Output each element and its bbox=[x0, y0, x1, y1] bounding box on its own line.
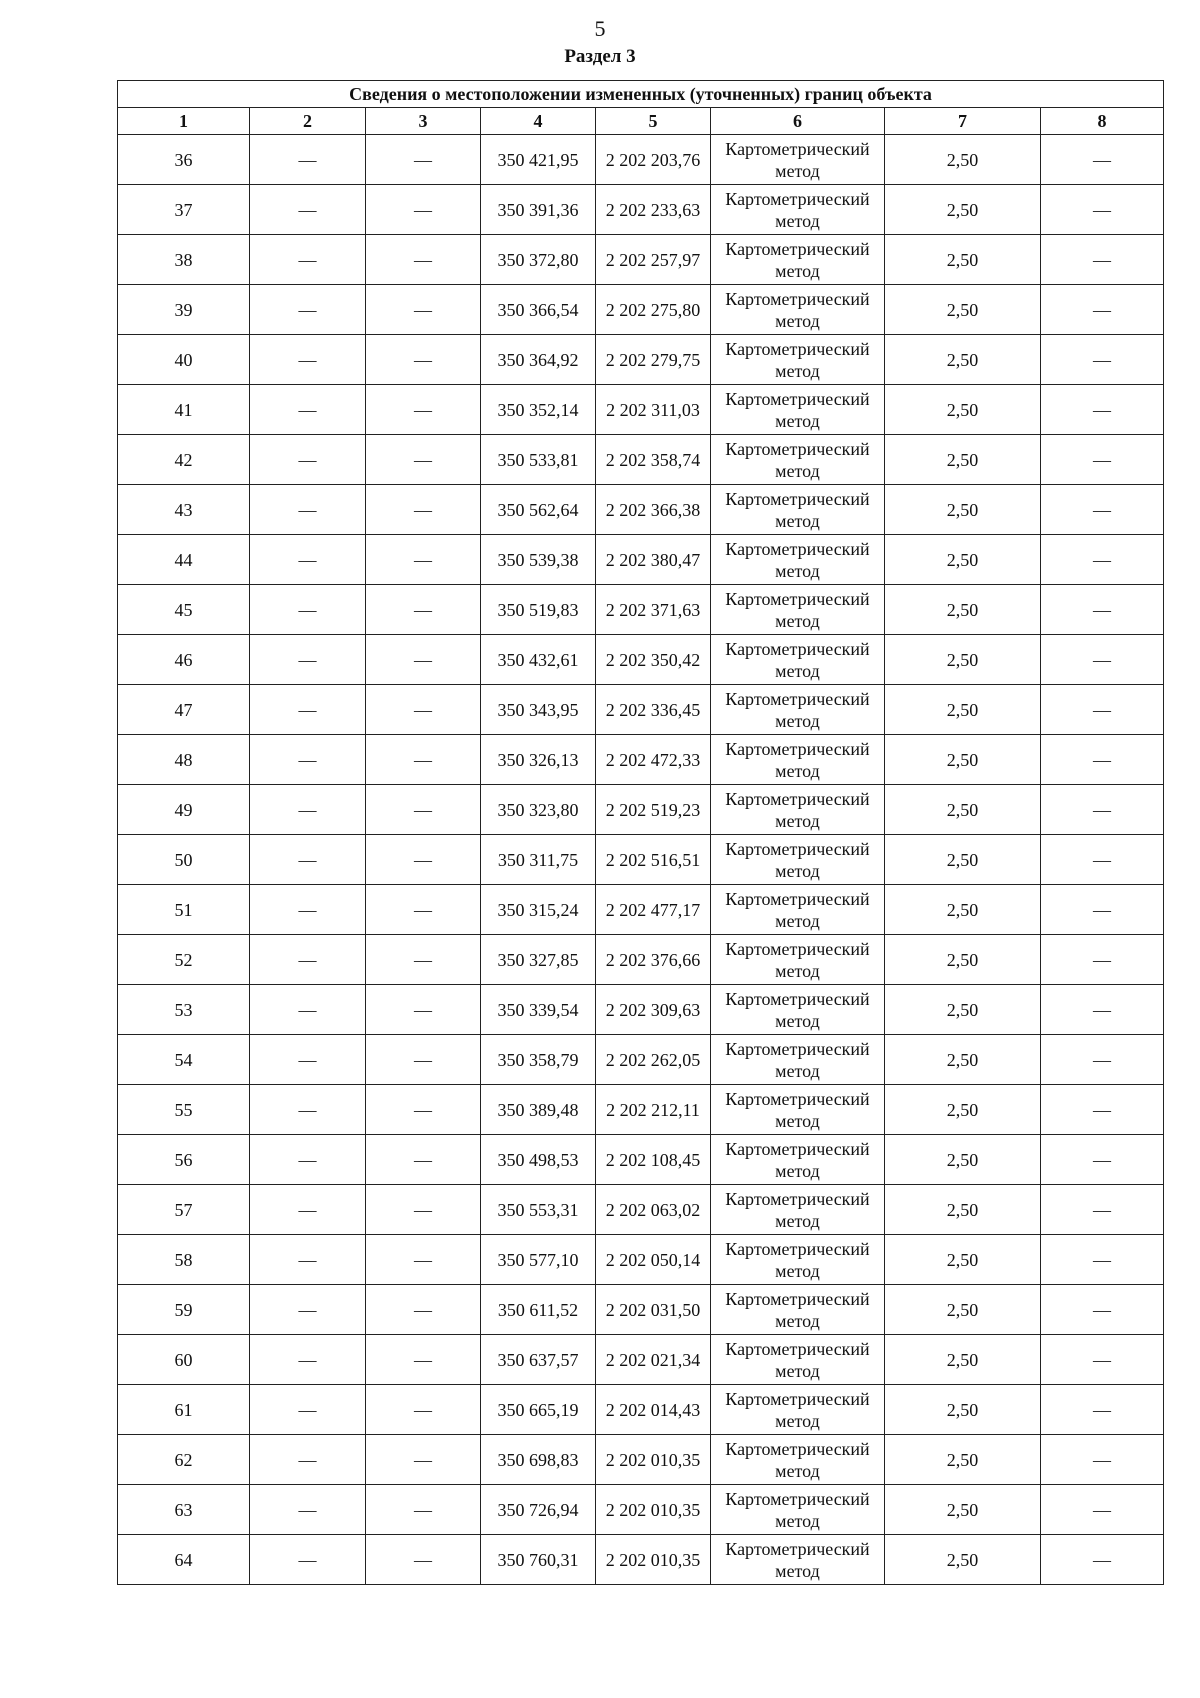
point-number-cell: 37 bbox=[118, 185, 250, 235]
section-title: Раздел 3 bbox=[564, 46, 636, 67]
y-coordinate-cell: 2 202 380,47 bbox=[596, 535, 711, 585]
column-2-cell: — bbox=[250, 685, 366, 735]
column-2-cell: — bbox=[250, 135, 366, 185]
accuracy-cell: 2,50 bbox=[885, 285, 1041, 335]
accuracy-cell: 2,50 bbox=[885, 135, 1041, 185]
point-number-cell: 43 bbox=[118, 485, 250, 535]
point-number-cell: 64 bbox=[118, 1535, 250, 1585]
column-3-cell: — bbox=[366, 885, 481, 935]
column-8-cell: — bbox=[1041, 185, 1164, 235]
point-number-cell: 41 bbox=[118, 385, 250, 435]
point-number-cell: 62 bbox=[118, 1435, 250, 1485]
accuracy-cell: 2,50 bbox=[885, 1435, 1041, 1485]
point-number-cell: 44 bbox=[118, 535, 250, 585]
method-cell: Картометрический метод bbox=[711, 1085, 885, 1135]
y-coordinate-cell: 2 202 021,34 bbox=[596, 1335, 711, 1385]
table-row bbox=[118, 735, 1164, 785]
accuracy-cell: 2,50 bbox=[885, 835, 1041, 885]
column-3-cell: — bbox=[366, 435, 481, 485]
x-coordinate-cell: 350 760,31 bbox=[481, 1535, 596, 1585]
column-8-cell: — bbox=[1041, 335, 1164, 385]
point-number-cell: 49 bbox=[118, 785, 250, 835]
accuracy-cell: 2,50 bbox=[885, 1485, 1041, 1535]
x-coordinate-cell: 350 553,31 bbox=[481, 1185, 596, 1235]
x-coordinate-cell: 350 665,19 bbox=[481, 1385, 596, 1435]
column-2-cell: — bbox=[250, 435, 366, 485]
method-cell: Картометрический метод bbox=[711, 285, 885, 335]
accuracy-cell: 2,50 bbox=[885, 1285, 1041, 1335]
table-caption-row bbox=[118, 81, 1164, 108]
method-cell: Картометрический метод bbox=[711, 1485, 885, 1535]
column-8-cell: — bbox=[1041, 1085, 1164, 1135]
table-row bbox=[118, 835, 1164, 885]
accuracy-cell: 2,50 bbox=[885, 735, 1041, 785]
y-coordinate-cell: 2 202 519,23 bbox=[596, 785, 711, 835]
point-number-cell: 58 bbox=[118, 1235, 250, 1285]
accuracy-cell: 2,50 bbox=[885, 1185, 1041, 1235]
x-coordinate-cell: 350 391,36 bbox=[481, 185, 596, 235]
column-2-cell: — bbox=[250, 335, 366, 385]
method-cell: Картометрический метод bbox=[711, 385, 885, 435]
column-8-cell: — bbox=[1041, 935, 1164, 985]
method-cell: Картометрический метод bbox=[711, 185, 885, 235]
column-8-cell: — bbox=[1041, 235, 1164, 285]
x-coordinate-cell: 350 311,75 bbox=[481, 835, 596, 885]
point-number-cell: 55 bbox=[118, 1085, 250, 1135]
x-coordinate-cell: 350 498,53 bbox=[481, 1135, 596, 1185]
x-coordinate-cell: 350 364,92 bbox=[481, 335, 596, 385]
y-coordinate-cell: 2 202 275,80 bbox=[596, 285, 711, 335]
point-number-cell: 61 bbox=[118, 1385, 250, 1435]
column-3-cell: — bbox=[366, 1085, 481, 1135]
column-header: 7 bbox=[885, 108, 1041, 135]
x-coordinate-cell: 350 726,94 bbox=[481, 1485, 596, 1535]
x-coordinate-cell: 350 533,81 bbox=[481, 435, 596, 485]
table-row bbox=[118, 335, 1164, 385]
table-body bbox=[118, 135, 1164, 1585]
method-cell: Картометрический метод bbox=[711, 585, 885, 635]
method-cell: Картометрический метод bbox=[711, 1185, 885, 1235]
table-row bbox=[118, 1035, 1164, 1085]
accuracy-cell: 2,50 bbox=[885, 785, 1041, 835]
method-cell: Картометрический метод bbox=[711, 1335, 885, 1385]
column-2-cell: — bbox=[250, 1185, 366, 1235]
column-8-cell: — bbox=[1041, 1535, 1164, 1585]
y-coordinate-cell: 2 202 203,76 bbox=[596, 135, 711, 185]
column-3-cell: — bbox=[366, 535, 481, 585]
method-cell: Картометрический метод bbox=[711, 235, 885, 285]
accuracy-cell: 2,50 bbox=[885, 485, 1041, 535]
accuracy-cell: 2,50 bbox=[885, 335, 1041, 385]
column-3-cell: — bbox=[366, 185, 481, 235]
column-2-cell: — bbox=[250, 935, 366, 985]
y-coordinate-cell: 2 202 262,05 bbox=[596, 1035, 711, 1085]
table-row bbox=[118, 135, 1164, 185]
table-row bbox=[118, 785, 1164, 835]
x-coordinate-cell: 350 611,52 bbox=[481, 1285, 596, 1335]
column-8-cell: — bbox=[1041, 735, 1164, 785]
x-coordinate-cell: 350 562,64 bbox=[481, 485, 596, 535]
accuracy-cell: 2,50 bbox=[885, 685, 1041, 735]
table-row bbox=[118, 685, 1164, 735]
y-coordinate-cell: 2 202 376,66 bbox=[596, 935, 711, 985]
method-cell: Картометрический метод bbox=[711, 1135, 885, 1185]
y-coordinate-cell: 2 202 257,97 bbox=[596, 235, 711, 285]
column-3-cell: — bbox=[366, 785, 481, 835]
column-8-cell: — bbox=[1041, 1185, 1164, 1235]
x-coordinate-cell: 350 358,79 bbox=[481, 1035, 596, 1085]
x-coordinate-cell: 350 366,54 bbox=[481, 285, 596, 335]
y-coordinate-cell: 2 202 336,45 bbox=[596, 685, 711, 735]
point-number-cell: 56 bbox=[118, 1135, 250, 1185]
column-2-cell: — bbox=[250, 1085, 366, 1135]
y-coordinate-cell: 2 202 516,51 bbox=[596, 835, 711, 885]
point-number-cell: 38 bbox=[118, 235, 250, 285]
table-caption: Сведения о местоположении измененных (уточненных) границ объекта bbox=[118, 81, 1164, 108]
column-3-cell: — bbox=[366, 1485, 481, 1535]
column-2-cell: — bbox=[250, 535, 366, 585]
column-8-cell: — bbox=[1041, 1335, 1164, 1385]
column-3-cell: — bbox=[366, 835, 481, 885]
table-row bbox=[118, 535, 1164, 585]
x-coordinate-cell: 350 339,54 bbox=[481, 985, 596, 1035]
table-row bbox=[118, 635, 1164, 685]
method-cell: Картометрический метод bbox=[711, 1535, 885, 1585]
x-coordinate-cell: 350 519,83 bbox=[481, 585, 596, 635]
y-coordinate-cell: 2 202 233,63 bbox=[596, 185, 711, 235]
column-3-cell: — bbox=[366, 1035, 481, 1085]
accuracy-cell: 2,50 bbox=[885, 385, 1041, 435]
y-coordinate-cell: 2 202 031,50 bbox=[596, 1285, 711, 1335]
method-cell: Картометрический метод bbox=[711, 835, 885, 885]
accuracy-cell: 2,50 bbox=[885, 535, 1041, 585]
method-cell: Картометрический метод bbox=[711, 935, 885, 985]
column-8-cell: — bbox=[1041, 835, 1164, 885]
column-header: 6 bbox=[711, 108, 885, 135]
accuracy-cell: 2,50 bbox=[885, 435, 1041, 485]
column-3-cell: — bbox=[366, 1135, 481, 1185]
y-coordinate-cell: 2 202 212,11 bbox=[596, 1085, 711, 1135]
point-number-cell: 50 bbox=[118, 835, 250, 885]
column-2-cell: — bbox=[250, 785, 366, 835]
column-2-cell: — bbox=[250, 885, 366, 935]
column-3-cell: — bbox=[366, 1235, 481, 1285]
column-header: 5 bbox=[596, 108, 711, 135]
column-2-cell: — bbox=[250, 1485, 366, 1535]
column-header: 2 bbox=[250, 108, 366, 135]
column-3-cell: — bbox=[366, 385, 481, 435]
column-3-cell: — bbox=[366, 135, 481, 185]
boundary-coordinates-table bbox=[117, 80, 1164, 1585]
x-coordinate-cell: 350 637,57 bbox=[481, 1335, 596, 1385]
accuracy-cell: 2,50 bbox=[885, 1385, 1041, 1435]
table-row bbox=[118, 1535, 1164, 1585]
column-8-cell: — bbox=[1041, 1035, 1164, 1085]
accuracy-cell: 2,50 bbox=[885, 585, 1041, 635]
column-2-cell: — bbox=[250, 1035, 366, 1085]
column-2-cell: — bbox=[250, 385, 366, 435]
y-coordinate-cell: 2 202 311,03 bbox=[596, 385, 711, 435]
column-2-cell: — bbox=[250, 835, 366, 885]
table-row bbox=[118, 985, 1164, 1035]
y-coordinate-cell: 2 202 108,45 bbox=[596, 1135, 711, 1185]
column-3-cell: — bbox=[366, 685, 481, 735]
accuracy-cell: 2,50 bbox=[885, 1035, 1041, 1085]
table-row bbox=[118, 1235, 1164, 1285]
method-cell: Картометрический метод bbox=[711, 685, 885, 735]
method-cell: Картометрический метод bbox=[711, 1285, 885, 1335]
x-coordinate-cell: 350 577,10 bbox=[481, 1235, 596, 1285]
x-coordinate-cell: 350 327,85 bbox=[481, 935, 596, 985]
x-coordinate-cell: 350 421,95 bbox=[481, 135, 596, 185]
point-number-cell: 53 bbox=[118, 985, 250, 1035]
accuracy-cell: 2,50 bbox=[885, 935, 1041, 985]
point-number-cell: 60 bbox=[118, 1335, 250, 1385]
column-8-cell: — bbox=[1041, 535, 1164, 585]
table-row bbox=[118, 1435, 1164, 1485]
column-2-cell: — bbox=[250, 585, 366, 635]
column-2-cell: — bbox=[250, 985, 366, 1035]
column-3-cell: — bbox=[366, 235, 481, 285]
table-row bbox=[118, 285, 1164, 335]
table-row bbox=[118, 1485, 1164, 1535]
column-2-cell: — bbox=[250, 1135, 366, 1185]
point-number-cell: 39 bbox=[118, 285, 250, 335]
table-row bbox=[118, 435, 1164, 485]
column-3-cell: — bbox=[366, 735, 481, 785]
point-number-cell: 51 bbox=[118, 885, 250, 935]
method-cell: Картометрический метод bbox=[711, 1385, 885, 1435]
column-8-cell: — bbox=[1041, 685, 1164, 735]
table-row bbox=[118, 185, 1164, 235]
point-number-cell: 42 bbox=[118, 435, 250, 485]
y-coordinate-cell: 2 202 014,43 bbox=[596, 1385, 711, 1435]
y-coordinate-cell: 2 202 010,35 bbox=[596, 1485, 711, 1535]
column-header: 8 bbox=[1041, 108, 1164, 135]
column-2-cell: — bbox=[250, 635, 366, 685]
column-3-cell: — bbox=[366, 985, 481, 1035]
accuracy-cell: 2,50 bbox=[885, 1235, 1041, 1285]
method-cell: Картометрический метод bbox=[711, 1035, 885, 1085]
y-coordinate-cell: 2 202 063,02 bbox=[596, 1185, 711, 1235]
x-coordinate-cell: 350 432,61 bbox=[481, 635, 596, 685]
column-8-cell: — bbox=[1041, 1435, 1164, 1485]
table-row bbox=[118, 235, 1164, 285]
column-2-cell: — bbox=[250, 1535, 366, 1585]
point-number-cell: 54 bbox=[118, 1035, 250, 1085]
y-coordinate-cell: 2 202 371,63 bbox=[596, 585, 711, 635]
column-header: 1 bbox=[118, 108, 250, 135]
column-8-cell: — bbox=[1041, 485, 1164, 535]
method-cell: Картометрический метод bbox=[711, 635, 885, 685]
column-8-cell: — bbox=[1041, 635, 1164, 685]
y-coordinate-cell: 2 202 472,33 bbox=[596, 735, 711, 785]
y-coordinate-cell: 2 202 010,35 bbox=[596, 1535, 711, 1585]
method-cell: Картометрический метод bbox=[711, 735, 885, 785]
point-number-cell: 45 bbox=[118, 585, 250, 635]
x-coordinate-cell: 350 539,38 bbox=[481, 535, 596, 585]
accuracy-cell: 2,50 bbox=[885, 885, 1041, 935]
column-header: 3 bbox=[366, 108, 481, 135]
column-2-cell: — bbox=[250, 1235, 366, 1285]
method-cell: Картометрический метод bbox=[711, 1435, 885, 1485]
column-8-cell: — bbox=[1041, 1235, 1164, 1285]
table-row bbox=[118, 585, 1164, 635]
method-cell: Картометрический метод bbox=[711, 1235, 885, 1285]
column-8-cell: — bbox=[1041, 285, 1164, 335]
y-coordinate-cell: 2 202 010,35 bbox=[596, 1435, 711, 1485]
column-2-cell: — bbox=[250, 285, 366, 335]
point-number-cell: 36 bbox=[118, 135, 250, 185]
table-row bbox=[118, 885, 1164, 935]
accuracy-cell: 2,50 bbox=[885, 635, 1041, 685]
y-coordinate-cell: 2 202 050,14 bbox=[596, 1235, 711, 1285]
column-3-cell: — bbox=[366, 1335, 481, 1385]
column-3-cell: — bbox=[366, 1435, 481, 1485]
accuracy-cell: 2,50 bbox=[885, 1135, 1041, 1185]
table-row bbox=[118, 1135, 1164, 1185]
column-2-cell: — bbox=[250, 735, 366, 785]
table-header-row bbox=[118, 108, 1164, 135]
method-cell: Картометрический метод bbox=[711, 135, 885, 185]
column-8-cell: — bbox=[1041, 435, 1164, 485]
method-cell: Картометрический метод bbox=[711, 435, 885, 485]
accuracy-cell: 2,50 bbox=[885, 985, 1041, 1035]
method-cell: Картометрический метод bbox=[711, 885, 885, 935]
accuracy-cell: 2,50 bbox=[885, 185, 1041, 235]
column-3-cell: — bbox=[366, 935, 481, 985]
column-3-cell: — bbox=[366, 1285, 481, 1335]
method-cell: Картометрический метод bbox=[711, 485, 885, 535]
table-row bbox=[118, 385, 1164, 435]
table-row bbox=[118, 1335, 1164, 1385]
x-coordinate-cell: 350 326,13 bbox=[481, 735, 596, 785]
table-row bbox=[118, 935, 1164, 985]
y-coordinate-cell: 2 202 279,75 bbox=[596, 335, 711, 385]
x-coordinate-cell: 350 698,83 bbox=[481, 1435, 596, 1485]
column-8-cell: — bbox=[1041, 1385, 1164, 1435]
column-8-cell: — bbox=[1041, 135, 1164, 185]
y-coordinate-cell: 2 202 477,17 bbox=[596, 885, 711, 935]
column-header: 4 bbox=[481, 108, 596, 135]
table-row bbox=[118, 485, 1164, 535]
point-number-cell: 47 bbox=[118, 685, 250, 735]
column-8-cell: — bbox=[1041, 585, 1164, 635]
table-row bbox=[118, 1285, 1164, 1335]
method-cell: Картометрический метод bbox=[711, 535, 885, 585]
column-3-cell: — bbox=[366, 635, 481, 685]
column-3-cell: — bbox=[366, 1185, 481, 1235]
column-2-cell: — bbox=[250, 235, 366, 285]
y-coordinate-cell: 2 202 309,63 bbox=[596, 985, 711, 1035]
point-number-cell: 63 bbox=[118, 1485, 250, 1535]
column-2-cell: — bbox=[250, 1335, 366, 1385]
accuracy-cell: 2,50 bbox=[885, 1085, 1041, 1135]
x-coordinate-cell: 350 343,95 bbox=[481, 685, 596, 735]
column-2-cell: — bbox=[250, 485, 366, 535]
point-number-cell: 46 bbox=[118, 635, 250, 685]
point-number-cell: 57 bbox=[118, 1185, 250, 1235]
column-3-cell: — bbox=[366, 1535, 481, 1585]
column-8-cell: — bbox=[1041, 1135, 1164, 1185]
method-cell: Картометрический метод bbox=[711, 785, 885, 835]
table-row bbox=[118, 1385, 1164, 1435]
point-number-cell: 40 bbox=[118, 335, 250, 385]
column-8-cell: — bbox=[1041, 785, 1164, 835]
y-coordinate-cell: 2 202 350,42 bbox=[596, 635, 711, 685]
x-coordinate-cell: 350 352,14 bbox=[481, 385, 596, 435]
accuracy-cell: 2,50 bbox=[885, 1335, 1041, 1385]
x-coordinate-cell: 350 315,24 bbox=[481, 885, 596, 935]
method-cell: Картометрический метод bbox=[711, 985, 885, 1035]
column-3-cell: — bbox=[366, 1385, 481, 1435]
column-2-cell: — bbox=[250, 1435, 366, 1485]
column-8-cell: — bbox=[1041, 985, 1164, 1035]
column-8-cell: — bbox=[1041, 1285, 1164, 1335]
method-cell: Картометрический метод bbox=[711, 335, 885, 385]
column-3-cell: — bbox=[366, 335, 481, 385]
table-row bbox=[118, 1185, 1164, 1235]
point-number-cell: 59 bbox=[118, 1285, 250, 1335]
column-2-cell: — bbox=[250, 1385, 366, 1435]
accuracy-cell: 2,50 bbox=[885, 1535, 1041, 1585]
x-coordinate-cell: 350 323,80 bbox=[481, 785, 596, 835]
page-number: 5 bbox=[594, 16, 606, 41]
y-coordinate-cell: 2 202 358,74 bbox=[596, 435, 711, 485]
column-2-cell: — bbox=[250, 185, 366, 235]
x-coordinate-cell: 350 372,80 bbox=[481, 235, 596, 285]
accuracy-cell: 2,50 bbox=[885, 235, 1041, 285]
y-coordinate-cell: 2 202 366,38 bbox=[596, 485, 711, 535]
column-2-cell: — bbox=[250, 1285, 366, 1335]
column-8-cell: — bbox=[1041, 1485, 1164, 1535]
x-coordinate-cell: 350 389,48 bbox=[481, 1085, 596, 1135]
column-3-cell: — bbox=[366, 485, 481, 535]
point-number-cell: 52 bbox=[118, 935, 250, 985]
column-3-cell: — bbox=[366, 585, 481, 635]
column-8-cell: — bbox=[1041, 385, 1164, 435]
point-number-cell: 48 bbox=[118, 735, 250, 785]
table-row bbox=[118, 1085, 1164, 1135]
column-3-cell: — bbox=[366, 285, 481, 335]
column-8-cell: — bbox=[1041, 885, 1164, 935]
